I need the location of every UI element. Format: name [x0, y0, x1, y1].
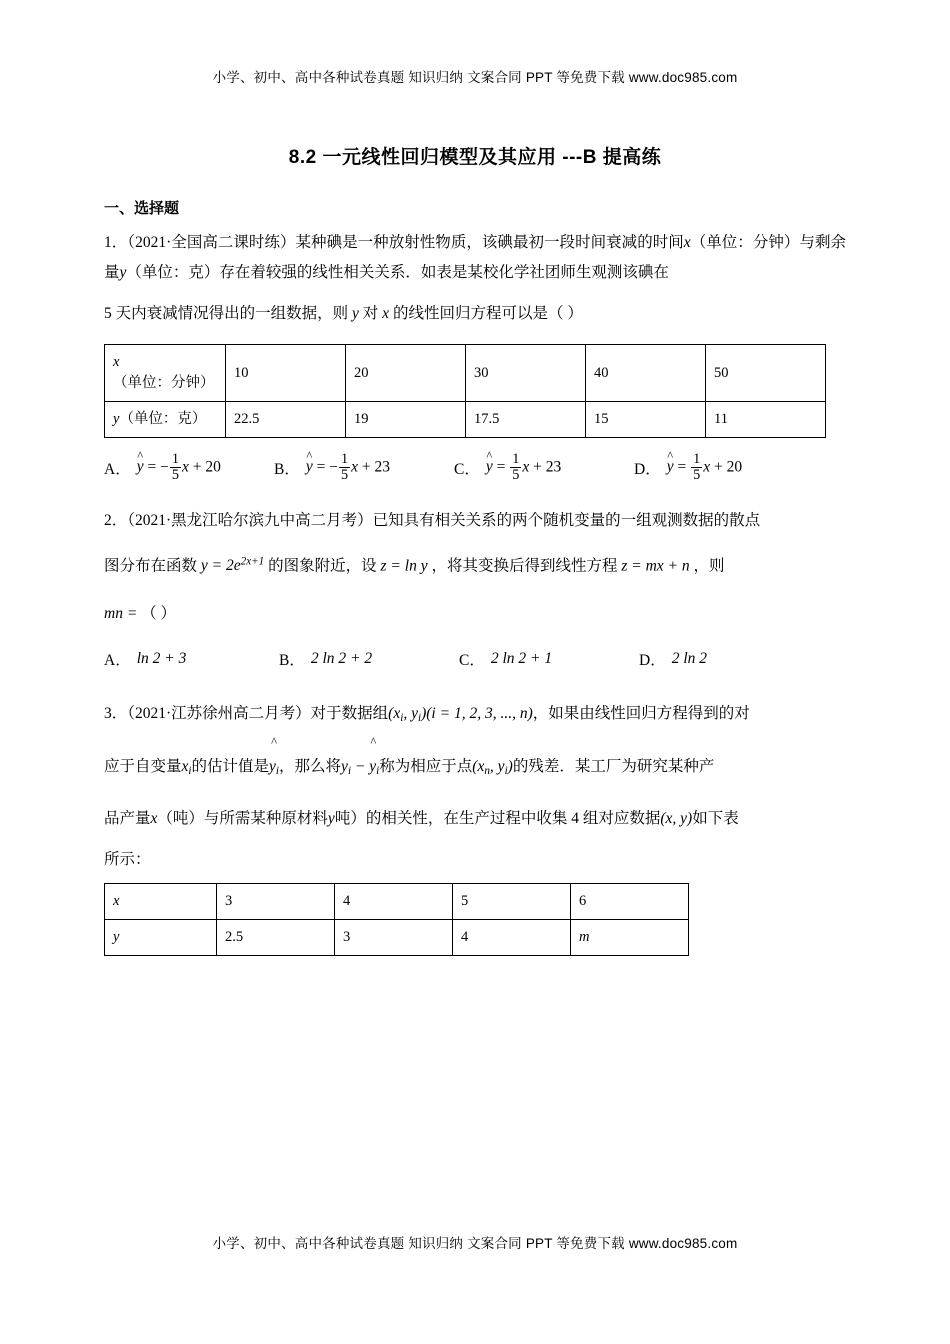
q2-part7: （ ） [141, 605, 177, 623]
q2-option-a-label: A． [104, 652, 131, 670]
option-c-const: + 23 [533, 458, 562, 476]
table-row [105, 883, 689, 919]
header-unit-x: （单位：分钟） [113, 375, 215, 391]
q3-line3-b: （吨）与所需某种原材料 [157, 809, 328, 827]
q2-part6: mn = [104, 605, 138, 623]
table-cell: 10 [226, 345, 346, 402]
table-cell: 20 [346, 345, 466, 402]
option-d-num: 1 [693, 451, 701, 467]
q1-part6: 的线性回归方程可以是（ ） [392, 305, 583, 322]
option-d[interactable] [634, 448, 743, 484]
table-row [105, 402, 826, 438]
q2-part4: ，将其变换后得到线性方程 [431, 557, 618, 575]
question-2-text-line2 [104, 540, 846, 589]
q3-line2-f: 的残差．某工厂为研究某种产 [512, 757, 715, 775]
option-b-formula: ^ y = − $\frac{1}{5}$ x + 23 [305, 448, 390, 484]
header-var-x: x [113, 354, 120, 370]
option-d-formula: ^ y = $\frac{1}{5}$ x + 20 [666, 448, 743, 484]
table-row-header-y: y [105, 919, 217, 955]
q2-option-b-label: B． [279, 652, 305, 670]
option-b[interactable] [274, 448, 454, 484]
q2-eq1-base: y = 2e [200, 557, 241, 575]
q3-line3-a: 品产量 [104, 809, 151, 827]
q2-option-c[interactable] [459, 648, 639, 670]
table-cell: 2.5 [217, 919, 335, 955]
option-d-den: 5 [693, 467, 701, 484]
q1-part3: （单位：克）存在着较强的线性相关关系．如表是某校化学社团师生观测该碘在 [126, 264, 669, 281]
q2-eq2: z = ln y [380, 557, 428, 575]
question-3-line4: 所示： [104, 850, 151, 868]
option-a-const: + 20 [192, 458, 221, 476]
question-3-line2 [104, 734, 846, 793]
table-cell: 50 [706, 345, 826, 402]
question-2-options [104, 648, 846, 670]
q2-part2: 图分布在函数 [104, 557, 198, 575]
table-row-header-x [105, 345, 226, 402]
q2-eq1 [201, 557, 264, 574]
option-a-sign: − [160, 458, 169, 476]
q2-option-c-label: C． [459, 652, 485, 670]
q3-line1-math: ($x_i$, $y_i)(i = 1$, 2, 3, ..., n) [388, 705, 533, 725]
question-1-table [104, 344, 826, 438]
table-cell: 19 [346, 402, 466, 438]
table-cell: 11 [706, 402, 826, 438]
table-cell: 17.5 [466, 402, 586, 438]
q2-option-d[interactable] [639, 648, 707, 670]
page-title: 8.2 一元线性回归模型及其应用 ---B 提高练 [288, 147, 662, 168]
option-a-den: 5 [171, 467, 179, 484]
q2-option-d-text: 2 ln 2 [671, 650, 708, 668]
option-d-const: + 20 [713, 458, 743, 476]
q3-line2-a: 应于自变量 [104, 757, 182, 775]
table-cell: 15 [586, 402, 706, 438]
section-heading: 一、选择题 [104, 200, 180, 217]
q1-var-x: x [683, 234, 691, 251]
option-a-num: 1 [171, 451, 179, 467]
question-3-line3 [104, 797, 846, 841]
question-3-line1 [104, 692, 846, 740]
table-cell: 22.5 [226, 402, 346, 438]
q3-line2-b: 的估计值是 [191, 757, 270, 775]
option-a[interactable] [104, 448, 274, 484]
q3-line1-a: 3．（2021·江苏徐州高二月考）对于数据组 [104, 705, 389, 723]
header-var-y: y [113, 411, 120, 427]
table-row [105, 345, 826, 402]
q3-line2-e: 称为相应于点 [379, 757, 473, 775]
q2-option-a-text: ln 2 + 3 [136, 650, 187, 668]
question-1-options [104, 448, 846, 484]
q3-line3-x: x [150, 809, 158, 827]
option-b-const: + 23 [361, 458, 390, 476]
spacer [104, 484, 846, 506]
q2-part3: 的图象附近，设 [268, 557, 377, 575]
table-cell: 40 [586, 345, 706, 402]
option-a-label: A． [104, 460, 131, 478]
q3-line2-c: ，那么将 [279, 757, 342, 775]
table-row-header-y [105, 402, 226, 438]
q3-line2-xi: $x_i$ [181, 757, 192, 777]
q3-line3-c: 吨）的相关性，在生产过程中收集 4 组对应数据 [334, 809, 661, 827]
table-cell: m [571, 919, 689, 955]
option-c[interactable] [454, 448, 634, 484]
option-a-formula: ^ y = − $\frac{1}{5}$ x + 20 [136, 448, 221, 484]
q2-option-d-label: D． [639, 652, 666, 670]
q1-part2: （单位：分钟）与剩余量 [104, 234, 846, 281]
q1-var-y2: y [352, 305, 359, 322]
question-2-text-line3 [104, 592, 846, 636]
table-cell: 3 [335, 919, 453, 955]
question-1-text-cont [104, 292, 846, 336]
q3-line3-y: y [327, 809, 335, 827]
q2-option-c-text: 2 ln 2 + 1 [490, 650, 553, 668]
option-c-den: 5 [512, 467, 520, 484]
q1-var-y: y [119, 264, 127, 281]
option-b-sign: − [329, 458, 338, 476]
option-b-num: 1 [340, 451, 349, 467]
option-b-den: 5 [340, 467, 349, 484]
watermark-top: 小学、初中、高中各种试卷真题 知识归纳 文案合同 PPT 等免费下载 www.doc985.com [212, 70, 738, 85]
table-row-header-x: x [105, 883, 217, 919]
q2-part1: 2．（2021·黑龙江哈尔滨九中高二月考）已知具有相关关系的两个随机变量的一组观测数据的散点 [104, 511, 761, 529]
table-cell: 30 [466, 345, 586, 402]
header-unit-y: （单位：克） [119, 411, 207, 427]
table-cell: 4 [335, 883, 453, 919]
option-d-label: D． [634, 460, 661, 478]
table-row [105, 919, 689, 955]
q3-line1-b: ，如果由线性回归方程得到的对 [532, 705, 750, 723]
question-1-text [104, 228, 846, 288]
table-cell: 6 [571, 883, 689, 919]
q2-eq3: z = mx + n [621, 557, 690, 575]
q2-eq1-exponent: 2x+1 [240, 555, 265, 568]
option-c-num: 1 [512, 451, 520, 467]
q3-line3-xy: (x, y) [660, 809, 693, 827]
question-2-text [104, 506, 846, 536]
q3-line2-pt: ($x_n$, $y_i$) [472, 757, 513, 777]
table-cell: 3 [217, 883, 335, 919]
q1-part1: 1．（2021·全国高二课时练）某种碘是一种放射性物质，该碘最初一段时间衰减的时间 [104, 234, 684, 251]
spacer-2 [104, 670, 846, 692]
q1-part4: 5 天内衰减情况得出的一组数据，则 [104, 305, 349, 322]
q2-part5: ，则 [693, 557, 725, 575]
option-b-label: B． [274, 460, 300, 478]
q3-line2-d: $y_i$ − ^ $y_i$ [341, 734, 380, 777]
option-c-formula: ^ y = $\frac{1}{5}$ x + 23 [485, 448, 562, 484]
q2-option-b-text: 2 ln 2 + 2 [310, 650, 373, 668]
table-cell: 5 [453, 883, 571, 919]
q2-option-a[interactable] [104, 648, 279, 670]
question-3-table [104, 883, 689, 956]
q2-option-b[interactable] [279, 648, 459, 670]
q1-part5: 对 [362, 305, 379, 322]
q3-line3-d: 如下表 [692, 809, 739, 827]
q1-var-x2: x [382, 305, 390, 322]
table-cell: 4 [453, 919, 571, 955]
option-c-label: C． [454, 460, 480, 478]
q3-line2-yhat: ^ $y_i$ [269, 734, 280, 777]
watermark-bottom: 小学、初中、高中各种试卷真题 知识归纳 文案合同 PPT 等免费下载 www.doc985.com [212, 1236, 738, 1251]
